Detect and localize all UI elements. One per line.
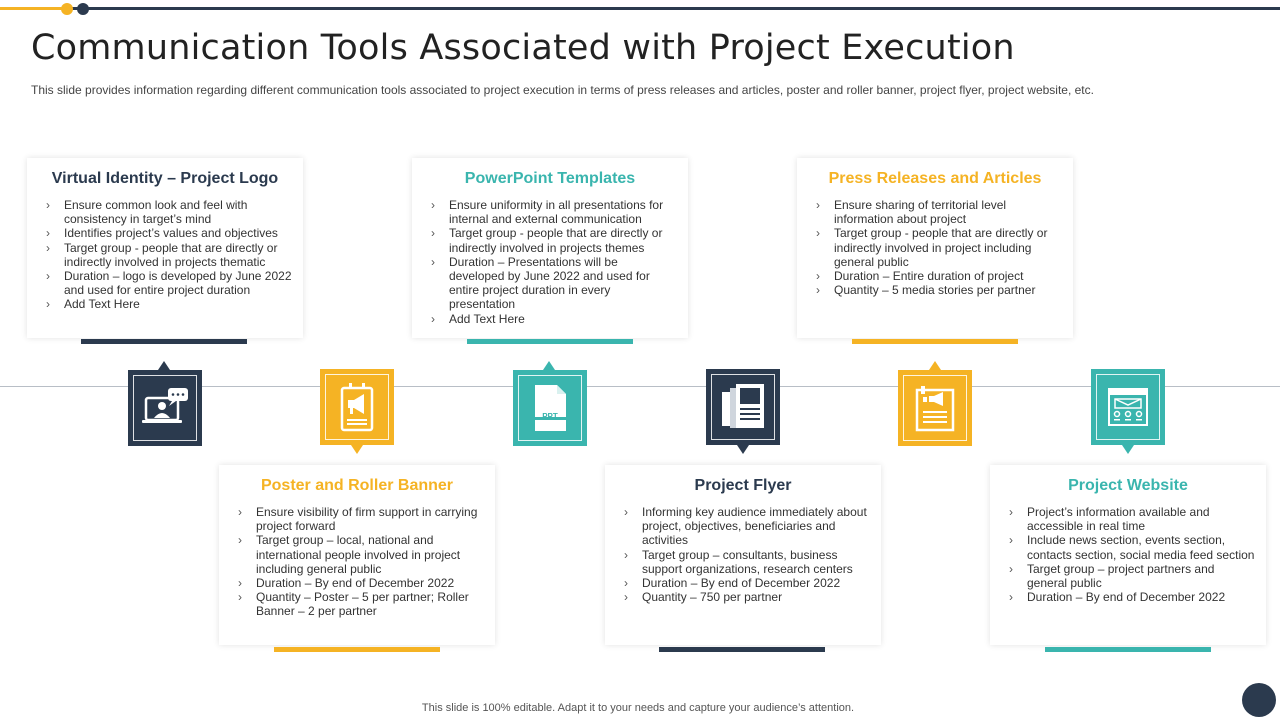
list-item: › Ensure uniformity in all presentations for internal and external communication	[431, 198, 678, 226]
corner-dot	[1242, 683, 1276, 717]
pointer-down	[351, 445, 363, 454]
slide-title: Communication Tools Associated with Project Execution	[31, 28, 1015, 68]
icon-box-flyer	[706, 369, 780, 445]
card-poster-roller-banner	[219, 465, 495, 645]
slide-subtitle: This slide provides information regarding different communication tools associated to project execution in terms of press releases and articles, poster and roller banner, project flyer, project website, etc.	[31, 83, 1094, 97]
card-accent-bar	[467, 339, 633, 344]
card-accent-bar	[659, 647, 825, 652]
card-title: PowerPoint Templates	[464, 170, 636, 187]
bullet-list	[605, 505, 881, 604]
list-item: › Target group – consultants, business support organizations, research centers	[624, 548, 871, 576]
bullet-list	[219, 505, 495, 619]
card-powerpoint-templates	[412, 158, 688, 338]
list-item: › Duration – By end of December 2022	[1009, 590, 1256, 604]
icon-box-poster	[320, 369, 394, 445]
pointer-down	[1122, 445, 1134, 454]
pointer-up	[158, 361, 170, 370]
card-title: Virtual Identity – Project Logo	[51, 170, 279, 187]
list-item: › Target group – local, national and international people involved in project including general public	[238, 533, 485, 576]
list-item: › Add Text Here	[46, 297, 293, 311]
icon-box-logo	[128, 370, 202, 446]
list-item: › Duration – Presentations will be developed by June 2022 and used for entire project duration in every presentation	[431, 255, 678, 312]
list-item: › Quantity – 750 per partner	[624, 590, 871, 604]
press-article-icon	[913, 384, 957, 432]
pointer-up	[543, 361, 555, 370]
list-item: › Add Text Here	[431, 312, 678, 326]
list-item: › Quantity – 5 media stories per partner	[816, 283, 1063, 297]
pointer-down	[737, 445, 749, 454]
card-press-releases	[797, 158, 1073, 338]
list-item: › Target group - people that are directly or indirectly involved in project including general public	[816, 226, 1063, 269]
footer-note: This slide is 100% editable. Adapt it to your needs and capture your audience’s attention.	[421, 702, 855, 714]
card-project-website	[990, 465, 1266, 645]
top-divider-line	[0, 7, 1280, 10]
list-item: › Duration – By end of December 2022	[238, 576, 485, 590]
ppt-icon-label: PPT	[542, 412, 558, 421]
card-accent-bar	[81, 339, 247, 344]
video-call-icon	[140, 386, 190, 430]
bullet-list	[797, 198, 1073, 297]
list-item: › Duration – logo is developed by June 2022 and used for entire project duration	[46, 269, 293, 297]
card-accent-bar	[274, 647, 440, 652]
card-accent-bar	[852, 339, 1018, 344]
card-title: Poster and Roller Banner	[260, 477, 454, 494]
list-item: › Ensure visibility of firm support in carrying project forward	[238, 505, 485, 533]
card-project-flyer	[605, 465, 881, 645]
list-item: › Quantity – Poster – 5 per partner; Roller Banner – 2 per partner	[238, 590, 485, 618]
website-browser-icon	[1106, 385, 1150, 429]
card-project-logo	[27, 158, 303, 338]
top-dot-navy	[77, 3, 89, 15]
list-item: › Duration – By end of December 2022	[624, 576, 871, 590]
ppt-file-icon	[530, 383, 570, 433]
card-title: Project Flyer	[694, 477, 792, 494]
top-divider-accent	[0, 7, 64, 10]
icon-box-ppt	[513, 370, 587, 446]
list-item: › Ensure sharing of territorial level information about project	[816, 198, 1063, 226]
bullet-list	[27, 198, 303, 312]
list-item: › Target group - people that are directly or indirectly involved in projects themes	[431, 226, 678, 254]
list-item: › Ensure common look and feel with consistency in target’s mind	[46, 198, 293, 226]
list-item: › Target group - people that are directly or indirectly involved in projects thematic	[46, 241, 293, 269]
list-item: › Identifies project’s values and objectives	[46, 226, 293, 240]
list-item: › Duration – Entire duration of project	[816, 269, 1063, 283]
card-accent-bar	[1045, 647, 1211, 652]
list-item: › Target group – project partners and general public	[1009, 562, 1256, 590]
bullet-list	[990, 505, 1266, 604]
card-title: Press Releases and Articles	[828, 170, 1042, 187]
card-title: Project Website	[1068, 477, 1188, 494]
pointer-up	[929, 361, 941, 370]
icon-box-press	[898, 370, 972, 446]
top-dot-gold	[61, 3, 73, 15]
icon-box-website	[1091, 369, 1165, 445]
list-item: › Include news section, events section, contacts section, social media feed section	[1009, 533, 1256, 561]
bullet-list	[412, 198, 688, 326]
list-item: › Project’s information available and accessible in real time	[1009, 505, 1256, 533]
megaphone-poster-icon	[337, 382, 377, 432]
flyer-documents-icon	[720, 382, 766, 432]
list-item: › Informing key audience immediately about project, objectives, beneficiaries and activities	[624, 505, 871, 548]
